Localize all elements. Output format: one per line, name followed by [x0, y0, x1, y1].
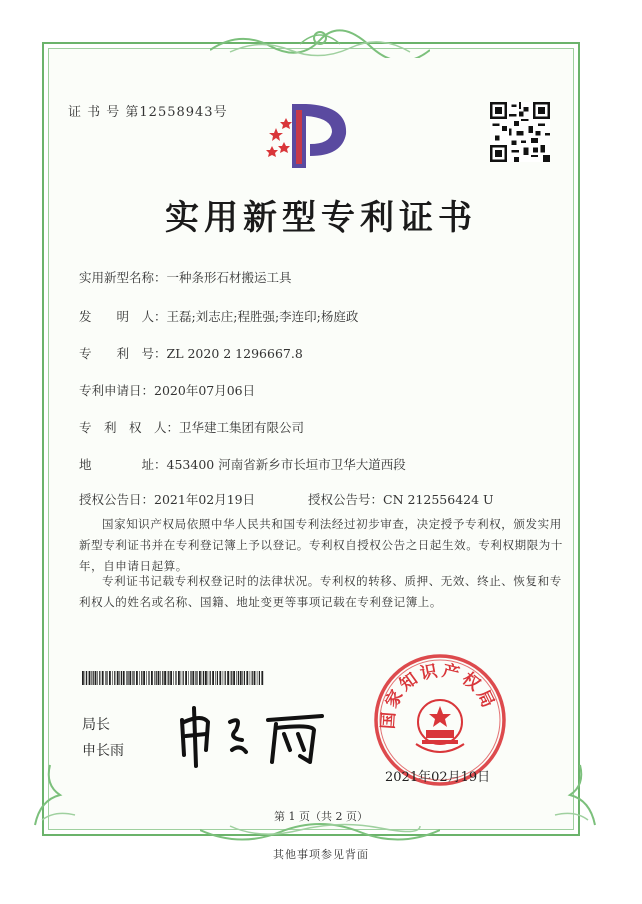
- qr-code-icon: [490, 102, 550, 162]
- field-label: 发 明 人：: [79, 309, 167, 324]
- field-application-date: [79, 381, 255, 399]
- top-ornament-icon: [210, 28, 430, 58]
- field-grant-date: [79, 490, 255, 508]
- field-label: 专利申请日：: [79, 383, 155, 398]
- body-paragraph: 专利证书记载专利权登记时的法律状况。专利权的转移、质押、无效、终止、恢复和专利权人的姓名或名称、国籍、地址变更等事项记载在专利登记簿上。: [79, 574, 562, 609]
- field-inventors: [79, 307, 358, 325]
- field-value: 453400 河南省新乡市长垣市卫华大道西段: [166, 457, 406, 472]
- seal-date: 2021年02月19日: [385, 770, 491, 785]
- barcode-icon: [82, 671, 264, 685]
- field-value: CN 212556424 U: [383, 492, 494, 507]
- field-label: 专 利 权 人：: [79, 420, 180, 435]
- seal-text: 国家知识产权局: [378, 660, 500, 730]
- signatory-name: 申长雨: [82, 743, 124, 759]
- field-label: 地 址：: [79, 457, 167, 472]
- field-patent-number: [79, 344, 303, 362]
- back-note: 其他事项参见背面: [273, 848, 369, 861]
- field-label: 授权公告日：: [79, 492, 155, 507]
- field-label: 专 利 号：: [79, 346, 167, 361]
- field-address: [79, 455, 406, 473]
- certificate-number: 证 书 号 第12558943号: [68, 105, 228, 120]
- field-grant-number: [308, 490, 494, 508]
- field-value: 2020年07月06日: [154, 383, 256, 398]
- certificate-title: 实用新型专利证书: [165, 198, 477, 238]
- field-value: 一种条形石材搬运工具: [166, 270, 292, 285]
- field-value: 王磊;刘志庄;程胜强;李连印;杨庭政: [166, 309, 359, 324]
- field-label: 授权公告号：: [308, 492, 384, 507]
- handwritten-signature-icon: [172, 700, 332, 770]
- patent-office-logo-icon: [262, 96, 358, 176]
- page-number: 第 1 页（共 2 页）: [274, 810, 368, 823]
- body-paragraph: 国家知识产权局依照中华人民共和国专利法经过初步审查，决定授予专利权，颁发实用新型专利证书并在专利登记簿上予以登记。专利权自授权公告之日起生效。专利权期限为十年，自申请日起算。: [79, 517, 563, 573]
- signatory-role: 局长: [82, 717, 110, 733]
- field-utility-model-name: [79, 268, 292, 286]
- field-label: 实用新型名称：: [79, 270, 167, 285]
- field-value: 卫华建工集团有限公司: [179, 420, 305, 435]
- field-value: 2021年02月19日: [154, 492, 256, 507]
- field-patentee: [79, 418, 304, 436]
- field-value: ZL 2020 2 1296667.8: [166, 346, 303, 361]
